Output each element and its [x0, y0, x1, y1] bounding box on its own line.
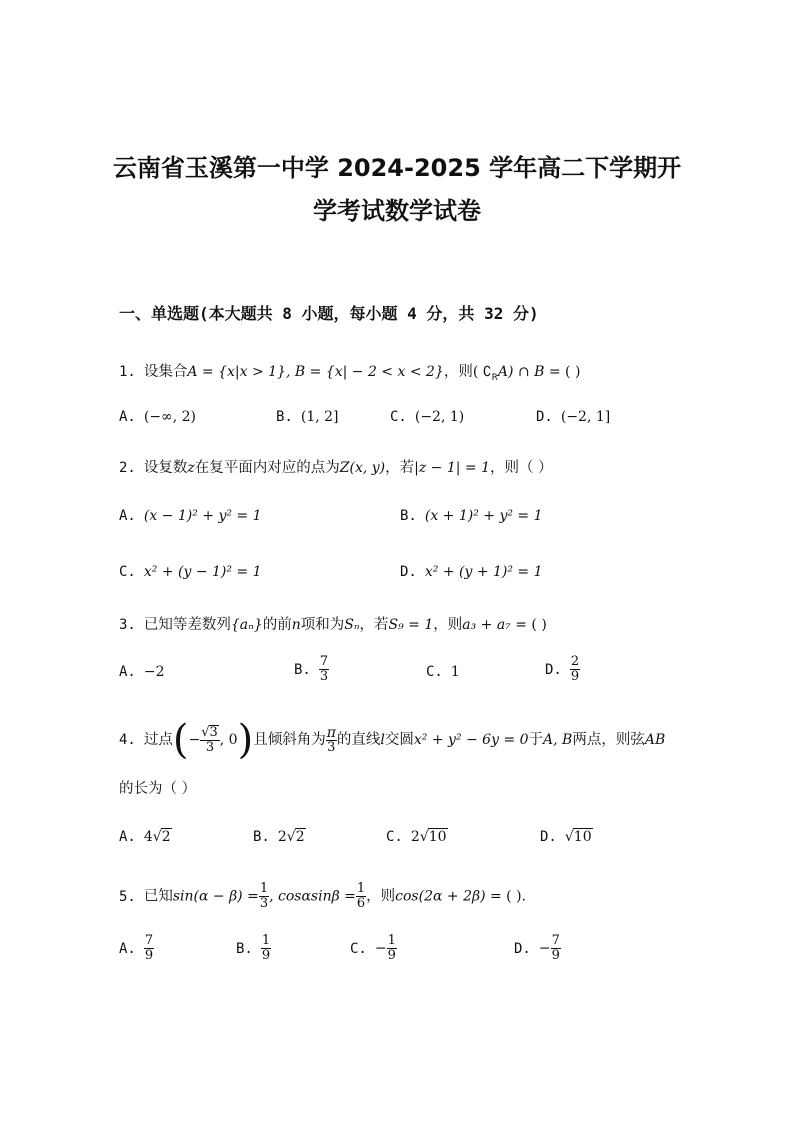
option-text: 1: [450, 664, 460, 680]
question-1: [119, 360, 580, 383]
option-b: [294, 655, 329, 684]
question-text: 的直线: [336, 732, 381, 748]
option-d: D. − $\frac{7}{9}$: [514, 933, 560, 963]
option-d: [545, 655, 580, 684]
option-label: C.: [390, 409, 407, 425]
option-label: A.: [119, 508, 136, 524]
question-4-line-2: 的长为（ ）: [119, 781, 197, 797]
option-a: [119, 508, 262, 524]
option-label: C.: [350, 940, 367, 957]
option-label: D.: [400, 564, 417, 580]
option-label: B.: [253, 829, 270, 845]
option-label: B.: [276, 409, 293, 425]
question-text: 已知: [143, 888, 173, 905]
question-text: 且倾斜角为: [253, 732, 326, 748]
option-text: (−2, 1]: [560, 409, 611, 425]
math-expression: sin(α − β) =: [172, 888, 259, 905]
fraction: $\frac{1}{6}$: [356, 881, 366, 911]
math-expression: , 0: [219, 732, 238, 748]
option-label: D.: [545, 661, 562, 678]
math-expression: ( ∁: [472, 364, 492, 380]
math-expression: cos(2α + 2β) =: [395, 888, 502, 905]
option-label: D.: [536, 409, 553, 425]
math-expression: S₉ = 1: [388, 617, 434, 633]
option-a: [119, 664, 165, 680]
math-expression: , B = {x| − 2 < x < 2}: [285, 364, 444, 380]
question-text: ，若: [385, 460, 415, 476]
fraction: $\frac{1}{9}$: [261, 933, 271, 963]
answer-blank: ( ): [560, 364, 581, 380]
question-text: ，则（ ）: [490, 460, 553, 476]
option-text: (x + 1)² + y² = 1: [424, 508, 543, 524]
option-b: [400, 508, 543, 524]
option-a: [119, 934, 154, 963]
math-expression: A) ∩ B =: [497, 364, 561, 380]
question-text: ，则: [366, 888, 396, 905]
option-label: D.: [514, 940, 531, 957]
question-text: ，则: [443, 364, 473, 380]
option-b: [236, 934, 271, 963]
math-expression: Z(x, y): [339, 460, 386, 476]
math-expression: l: [380, 732, 385, 748]
option-label: B.: [236, 940, 253, 957]
math-expression: x² + y² − 6y = 0: [413, 732, 529, 748]
question-text: 设复数: [143, 460, 188, 476]
option-label: C.: [119, 564, 136, 580]
option-c: [426, 664, 460, 680]
option-label: B.: [294, 661, 311, 678]
question-4: 4. 过点(− $\frac{√3}{3}$ , 0)且倾斜角为 $\frac{\pi}{3}$ 的直线l交圆x² + y² − 6y = 0于A, B两点，则弦AB: [119, 717, 666, 763]
option-label: B.: [400, 508, 417, 524]
radicand: 2: [295, 829, 305, 845]
math-expression: z: [187, 460, 195, 476]
question-number: 1.: [119, 364, 136, 380]
math-expression: , cosαsinβ =: [269, 888, 356, 905]
option-label: A.: [119, 409, 136, 425]
option-text: (−2, 1): [414, 409, 465, 425]
math-expression: {aₙ}: [230, 617, 263, 633]
option-d: D. √10: [540, 829, 592, 845]
option-a: A. 4√2: [119, 829, 171, 845]
option-c: [119, 564, 262, 580]
math-expression: −: [188, 732, 201, 748]
option-text: −2: [143, 664, 165, 680]
answer-blank: ( ): [526, 617, 547, 633]
option-label: A.: [119, 940, 136, 957]
option-label: A.: [119, 829, 136, 845]
option-text: (−∞, 2): [143, 409, 196, 425]
option-c: C. 2√10: [386, 829, 447, 845]
option-text: (x − 1)² + y² = 1: [143, 508, 262, 524]
option-a: [119, 409, 196, 425]
question-number: 5.: [119, 888, 136, 905]
fraction: $\frac{7}{9}$: [144, 933, 154, 963]
math-expression: n: [291, 617, 301, 633]
option-b: B. 2√2: [253, 829, 305, 845]
math-expression: A = {x|x > 1}: [187, 364, 286, 380]
math-expression: |z − 1| = 1: [414, 460, 490, 476]
fraction: $\frac{7}{3}$: [319, 654, 329, 684]
question-text: 于: [528, 732, 544, 748]
question-text: 项和为: [300, 617, 345, 633]
fraction: $\frac{7}{9}$: [551, 933, 560, 963]
question-text: 两点，则弦: [572, 732, 645, 748]
section-heading: 一、单选题(本大题共 8 小题，每小题 4 分，共 32 分): [119, 304, 539, 323]
question-text: 在复平面内对应的点为: [194, 460, 340, 476]
question-text: 过点: [143, 732, 173, 748]
answer-blank: ( ).: [501, 888, 526, 905]
option-b: [276, 409, 339, 425]
fraction: $\frac{1}{9}$: [387, 933, 396, 963]
question-text: ，则: [433, 617, 463, 633]
question-text: 已知等差数列: [143, 617, 231, 633]
radicand: 10: [573, 829, 592, 845]
radicand: 10: [428, 829, 447, 845]
option-label: C.: [426, 664, 443, 680]
fraction: $\frac{\pi}{3}$: [326, 724, 336, 755]
option-c: C. − $\frac{1}{9}$: [350, 933, 396, 963]
option-label: D.: [540, 829, 557, 845]
question-number: 3.: [119, 617, 136, 633]
option-d: [536, 409, 610, 425]
fraction: $\frac{2}{9}$: [570, 654, 580, 684]
option-text: x² + (y + 1)² = 1: [424, 564, 543, 580]
question-text: 交圆: [384, 732, 414, 748]
option-label: A.: [119, 664, 136, 680]
math-expression: A, B: [543, 732, 573, 748]
question-text: ，若: [359, 617, 389, 633]
fraction: $\frac{√3}{3}$: [201, 725, 218, 755]
option-text: (1, 2]: [300, 409, 339, 425]
fraction: $\frac{1}{3}$: [259, 881, 269, 911]
math-expression: a₃ + a₇ =: [462, 617, 527, 633]
title-line-1: 云南省玉溪第一中学 2024-2025 学年高二下学期开: [112, 154, 682, 182]
question-text: 设集合: [143, 364, 188, 380]
option-text: x² + (y − 1)² = 1: [143, 564, 262, 580]
question-number: 2.: [119, 460, 136, 476]
title-line-2: 学考试数学试卷: [313, 197, 481, 225]
option-d: [400, 564, 543, 580]
option-c: [390, 409, 464, 425]
math-expression: AB: [644, 732, 666, 748]
question-number: 4.: [119, 732, 136, 748]
option-label: C.: [386, 829, 403, 845]
question-5: [119, 882, 526, 911]
math-subscript: R: [491, 372, 498, 383]
question-text: 的前: [262, 617, 292, 633]
radicand: 2: [161, 829, 171, 845]
question-3: [119, 613, 547, 634]
math-expression: Sₙ: [344, 617, 360, 633]
question-2: [119, 456, 553, 477]
